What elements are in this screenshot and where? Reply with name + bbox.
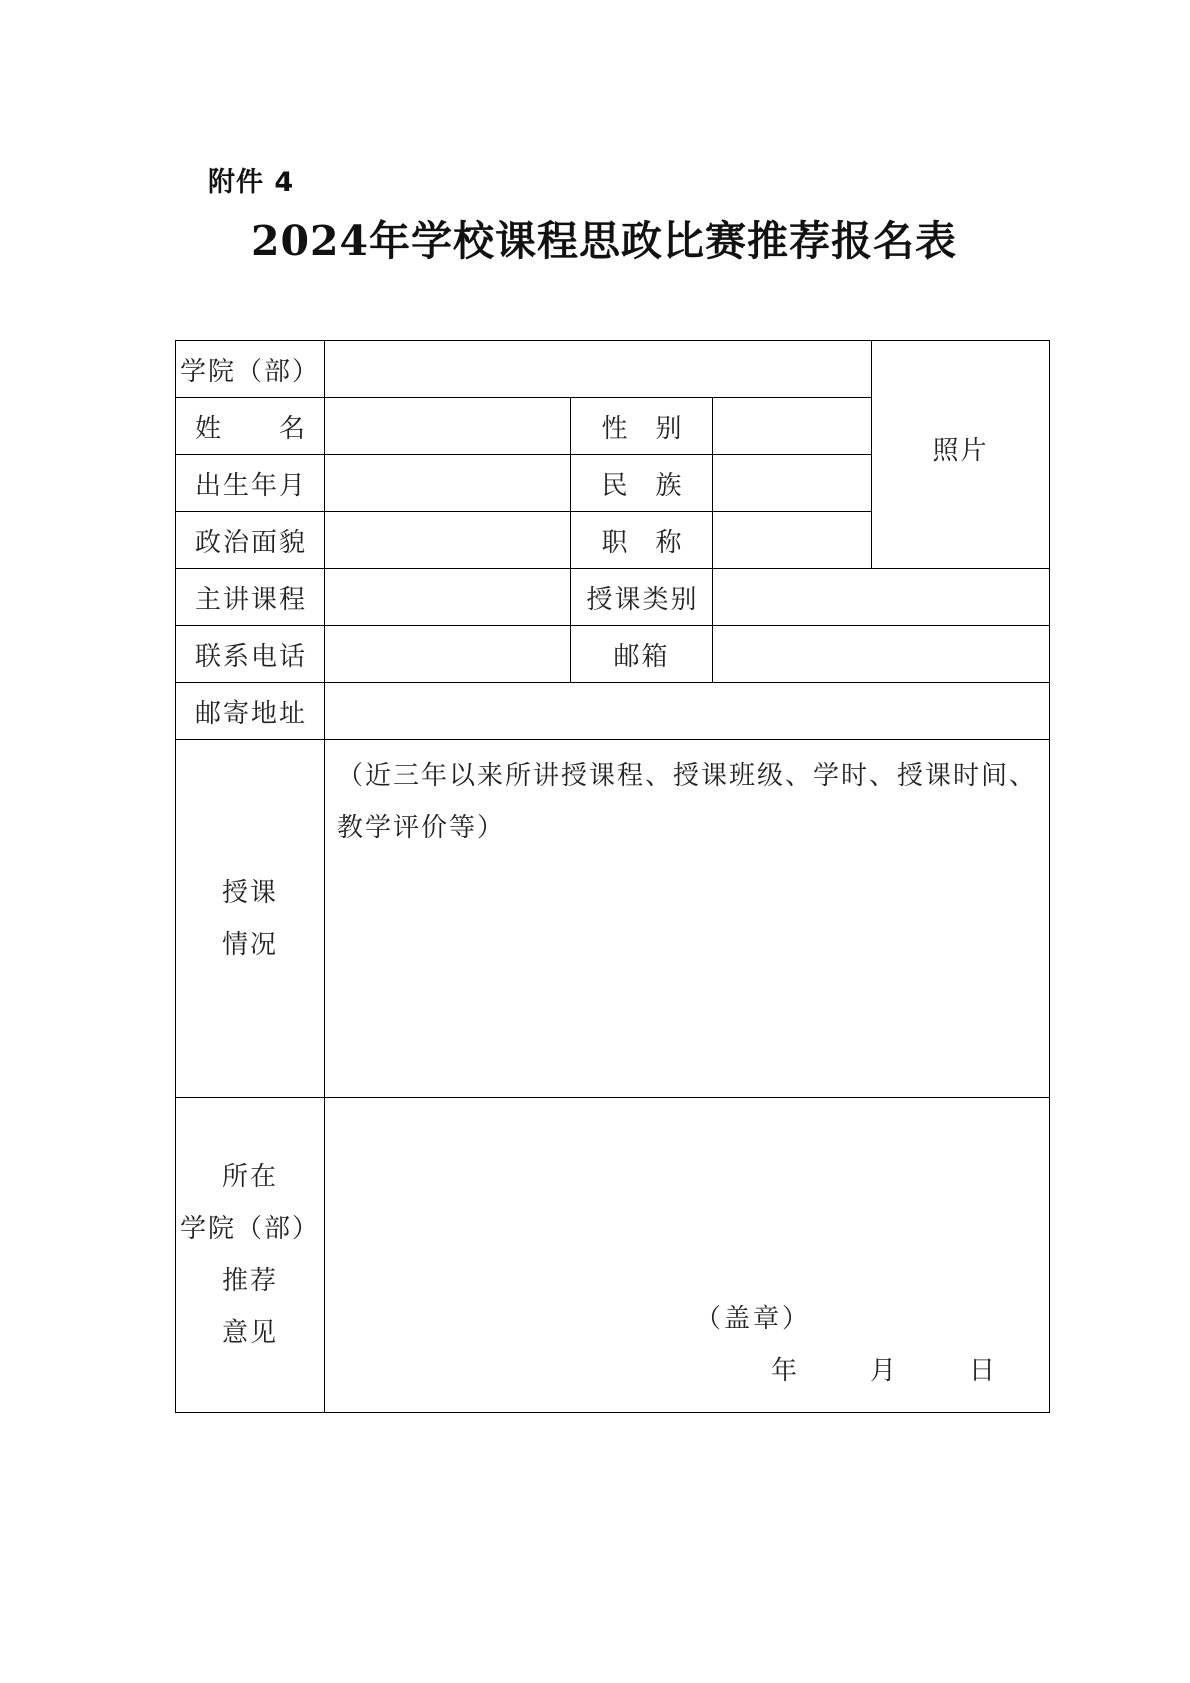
rank-field[interactable] [713, 512, 872, 569]
date-day: 日 [969, 1356, 996, 1386]
gender-label: 性 别 [571, 398, 713, 455]
course-type-field[interactable] [713, 569, 1050, 626]
name-label: 姓 名 [176, 398, 325, 455]
college-field[interactable] [325, 341, 872, 398]
course-type-label: 授课类别 [571, 569, 713, 626]
row-teaching [176, 740, 1050, 1098]
row-phone [176, 626, 1050, 683]
row-course [176, 569, 1050, 626]
teaching-hint: （近三年以来所讲授课程、授课班级、学时、授课时间、教学评价等） [337, 761, 1038, 843]
ethnicity-field[interactable] [713, 455, 872, 512]
college-label: 学院（部） [176, 341, 325, 398]
row-opinion [176, 1098, 1050, 1413]
seal-text: （盖章） [695, 1304, 812, 1334]
date-line [325, 1350, 1049, 1390]
politics-field[interactable] [325, 512, 571, 569]
form-table [175, 340, 1050, 1413]
date-year: 年 [771, 1356, 798, 1386]
name-field[interactable] [325, 398, 571, 455]
course-label: 主讲课程 [176, 569, 325, 626]
row-address [176, 683, 1050, 740]
page-title: 2024年学校课程思政比赛推荐报名表 [250, 217, 958, 265]
email-label: 邮箱 [571, 626, 713, 683]
photo-box[interactable] [872, 341, 1050, 569]
birth-field[interactable] [325, 455, 571, 512]
address-label: 邮寄地址 [176, 683, 325, 740]
teaching-field[interactable] [325, 740, 1050, 1098]
registration-form [175, 340, 1050, 1413]
course-field[interactable] [325, 569, 571, 626]
phone-label: 联系电话 [176, 626, 325, 683]
ethnicity-label: 民 族 [571, 455, 713, 512]
email-field[interactable] [713, 626, 1050, 683]
birth-label: 出生年月 [176, 455, 325, 512]
politics-label: 政治面貌 [176, 512, 325, 569]
date-month: 月 [870, 1356, 897, 1386]
rank-label: 职 称 [571, 512, 713, 569]
teaching-label: 授课 情况 [176, 740, 325, 1098]
address-field[interactable] [325, 683, 1050, 740]
phone-field[interactable] [325, 626, 571, 683]
opinion-field[interactable] [325, 1098, 1050, 1413]
photo-label: 照片 [932, 436, 989, 466]
row-college [176, 341, 1050, 398]
gender-field[interactable] [713, 398, 872, 455]
opinion-label: 所在 学院（部） 推荐 意见 [176, 1098, 325, 1413]
attachment-number: 附件 4 [208, 167, 295, 198]
